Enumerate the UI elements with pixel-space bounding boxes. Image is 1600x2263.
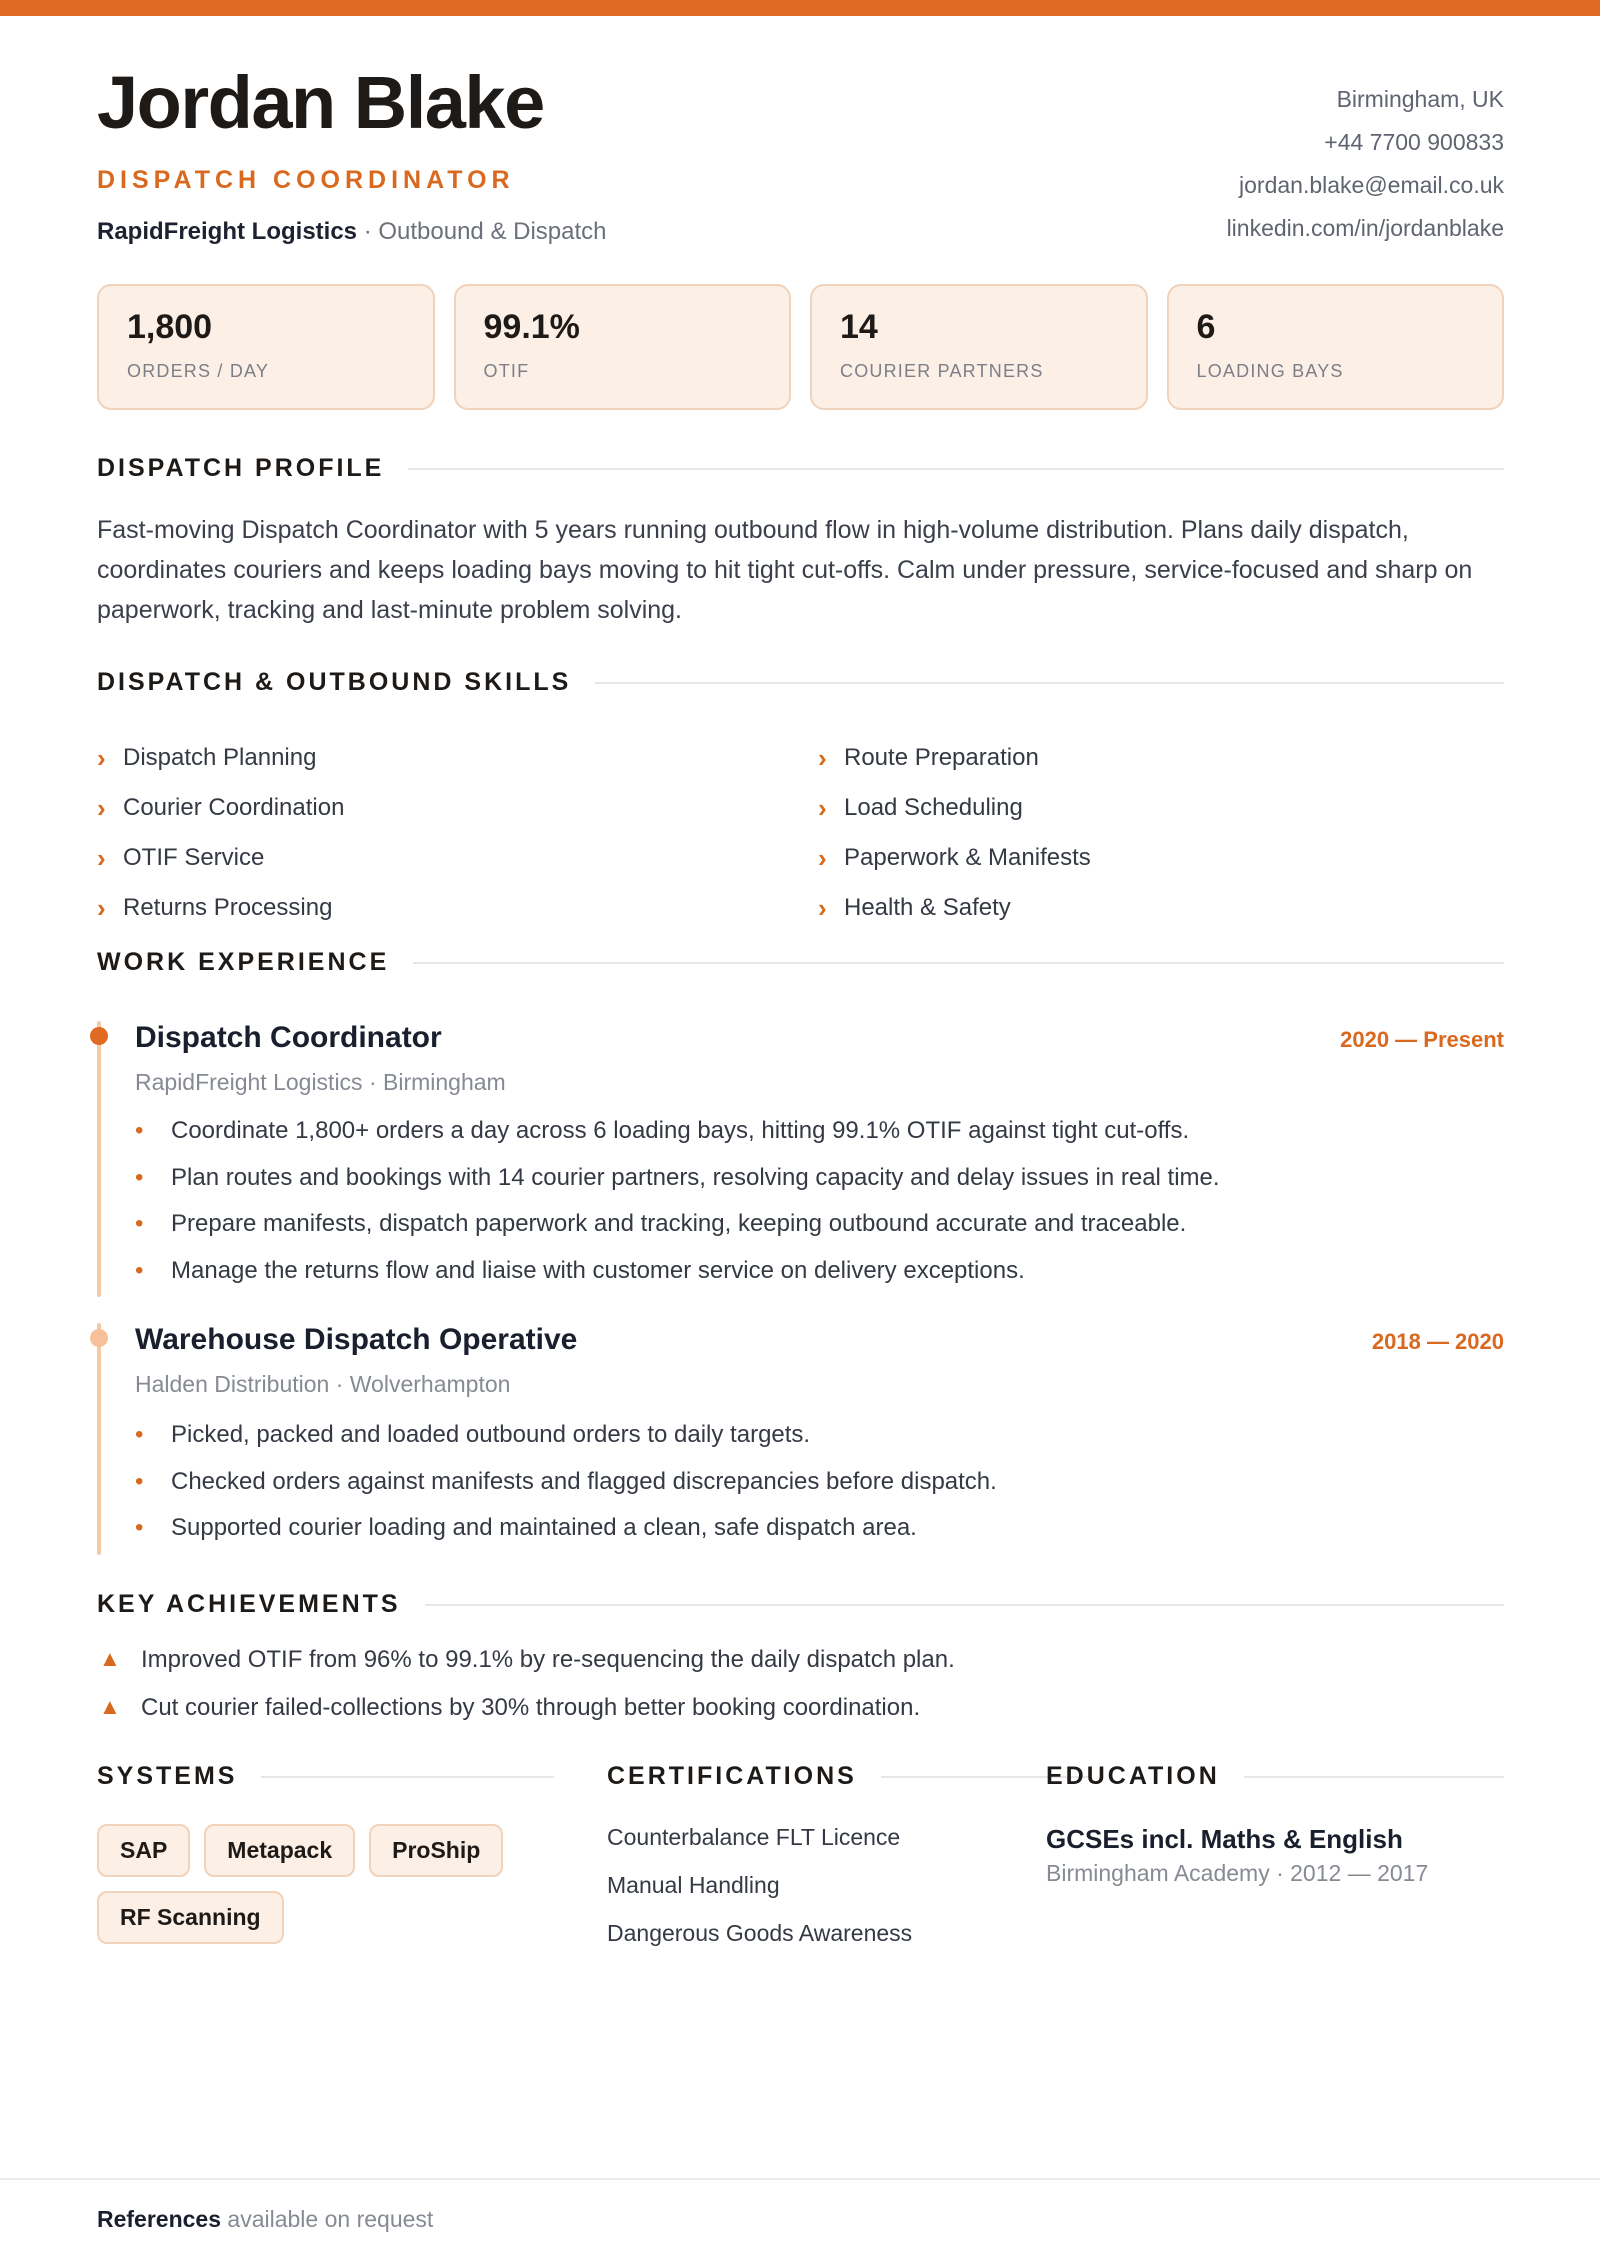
profile-summary: Fast-moving Dispatch Coordinator with 5 years running outbound flow in high-volume distribution. Plans daily dispatch, coordinates couriers and keeps loading bays moving to hit tight cut-offs. Calm under pressure, service-focused and sharp on paperwork, tracking and last-minute problem solving. [97,516,1473,624]
system-chip: SAP [97,1824,190,1877]
stat-label: OTIF [483,361,530,381]
stat-card [454,284,792,410]
bullet-dot-icon: • [135,1210,144,1237]
job-bullets [135,1421,1495,1561]
contact-linkedin[interactable]: linkedin.com/in/jordanblake [1226,215,1504,241]
section-title: CERTIFICATIONS [607,1762,857,1790]
skill-item [818,890,1504,926]
skill-label: OTIF Service [123,844,265,871]
system-chip: RF Scanning [97,1891,284,1944]
stats-row [97,284,1504,410]
current-company-line [97,218,607,246]
chevron-right-icon: › [97,742,106,773]
skill-label: Route Preparation [844,744,1039,771]
footer [97,2206,433,2233]
footer-note: available on request [221,2206,434,2232]
stat-label: ORDERS / DAY [127,361,270,381]
skill-item [97,890,818,926]
systems-chips [97,1824,557,1944]
chevron-right-icon: › [818,792,827,823]
timeline-line [97,1021,101,1297]
skill-label: Returns Processing [123,894,333,921]
certifications-list [607,1824,912,1968]
certification-item: Counterbalance FLT Licence [607,1824,901,1850]
job-dates: 2020 — Present [1340,1027,1504,1052]
certification-item: Manual Handling [607,1872,780,1898]
chevron-right-icon: › [97,792,106,823]
job-company: Halden Distribution · Wolverhampton [135,1371,511,1397]
bullet-item [135,1117,1495,1164]
skill-item [818,840,1504,876]
job-role: DISPATCH COORDINATOR [97,166,515,194]
section-title: DISPATCH PROFILE [97,454,385,482]
timeline-dot [90,1329,108,1347]
skill-label: Dispatch Planning [123,744,317,771]
timeline-dot [90,1027,108,1045]
stat-label: LOADING BAYS [1196,361,1344,381]
bullet-dot-icon: • [135,1256,144,1284]
stat-card [97,284,435,410]
skill-item [818,740,1504,776]
accent-bar [0,0,1600,16]
skills-heading [97,668,1504,697]
education-heading [1046,1762,1504,1791]
skill-item [818,790,1504,826]
bullet-dot-icon: • [135,1514,144,1541]
certifications-column [607,1762,1091,1946]
stat-value: 6 [1196,308,1216,346]
achievement-item [97,1694,955,1742]
skill-item [97,840,818,876]
education-column [1046,1762,1504,1886]
skill-label: Load Scheduling [844,794,1023,821]
achievement-text: Improved OTIF from 96% to 99.1% by re-sequencing the daily dispatch plan. [141,1646,955,1673]
skill-item [97,740,818,776]
chevron-right-icon: › [97,892,106,923]
job-title: Warehouse Dispatch Operative [135,1323,578,1356]
footer-divider [0,2178,1600,2180]
section-title: SYSTEMS [97,1762,238,1790]
contact-location: Birmingham, UK [1336,86,1504,112]
chevron-right-icon: › [818,742,827,773]
job-dates: 2018 — 2020 [1371,1329,1504,1354]
bullet-item [135,1421,1495,1468]
section-divider [408,468,1504,470]
certifications-heading [607,1762,1091,1791]
system-chip: Metapack [204,1824,355,1877]
triangle-up-icon: ▲ [99,1694,121,1719]
job-bullets [135,1117,1495,1303]
stat-label: COURIER PARTNERS [840,361,1044,381]
contact-phone[interactable]: +44 7700 900833 [1324,129,1504,155]
experience-heading [97,948,1504,977]
bullet-dot-icon: • [135,1163,144,1191]
bullet-dot-icon: • [135,1117,144,1144]
systems-heading [97,1762,554,1791]
bullet-dot-icon: • [135,1421,144,1448]
section-divider [261,1776,554,1778]
stat-card [810,284,1148,410]
education-school: Birmingham Academy · 2012 — 2017 [1046,1860,1429,1886]
chevron-right-icon: › [818,842,827,873]
candidate-name: Jordan Blake [97,61,544,144]
bullet-text: Picked, packed and loaded outbound orders to daily targets. [171,1421,811,1448]
contact-email[interactable]: jordan.blake@email.co.uk [1239,172,1504,198]
stat-value: 99.1% [483,308,580,346]
achievement-text: Cut courier failed-collections by 30% through better booking coordination. [141,1694,921,1721]
job-title: Dispatch Coordinator [135,1021,442,1054]
stat-value: 14 [840,308,878,346]
triangle-up-icon: ▲ [99,1646,121,1671]
department: · Outbound & Dispatch [363,218,607,245]
bullet-dot-icon: • [135,1467,144,1495]
bullet-text: Plan routes and bookings with 14 courier partners, resolving capacity and delay issues in real time. [171,1163,1220,1191]
bullet-text: Checked orders against manifests and flagged discrepancies before dispatch. [171,1467,997,1495]
bullet-item [135,1164,1495,1211]
section-title: DISPATCH & OUTBOUND SKILLS [97,668,572,696]
bullet-text: Supported courier loading and maintained a clean, safe dispatch area. [171,1514,917,1541]
achievements-heading [97,1590,1504,1619]
header [97,16,1504,274]
resume-page [97,16,1504,1946]
section-title: WORK EXPERIENCE [97,948,390,976]
section-title: EDUCATION [1046,1762,1220,1790]
chevron-right-icon: › [818,892,827,923]
bullet-item [135,1257,1495,1304]
achievements-list [97,1646,955,1742]
bullet-text: Prepare manifests, dispatch paperwork and tracking, keeping outbound accurate and traceable. [171,1210,1187,1237]
current-company: RapidFreight Logistics [97,218,358,245]
certification-item: Dangerous Goods Awareness [607,1920,913,1946]
stat-card [1167,284,1505,410]
section-divider [413,962,1504,964]
section-divider [1244,1776,1504,1778]
bullet-item [135,1468,1495,1515]
section-divider [425,1604,1504,1606]
job-company: RapidFreight Logistics · Birmingham [135,1069,506,1095]
skill-label: Health & Safety [844,894,1011,921]
skill-label: Courier Coordination [123,794,345,821]
skills-grid [97,740,1504,926]
system-chip: ProShip [369,1824,503,1877]
footer-references: References [97,2206,222,2232]
bullet-item [135,1210,1495,1257]
skill-item [97,790,818,826]
stat-value: 1,800 [127,308,213,346]
achievement-item [97,1646,955,1694]
education-degree: GCSEs incl. Maths & English [1046,1824,1403,1854]
contact-block [1227,78,1504,250]
profile-heading [97,454,1504,483]
section-title: KEY ACHIEVEMENTS [97,1590,401,1618]
skill-label: Paperwork & Manifests [844,844,1091,871]
section-divider [595,682,1504,684]
chevron-right-icon: › [97,842,106,873]
timeline-line [97,1323,101,1555]
bullet-text: Manage the returns flow and liaise with customer service on delivery exceptions. [171,1256,1025,1284]
bullet-item [135,1514,1495,1561]
systems-column [97,1762,554,1930]
bullet-text: Coordinate 1,800+ orders a day across 6 loading bays, hitting 99.1% OTIF against tight cut-offs. [171,1117,1190,1144]
